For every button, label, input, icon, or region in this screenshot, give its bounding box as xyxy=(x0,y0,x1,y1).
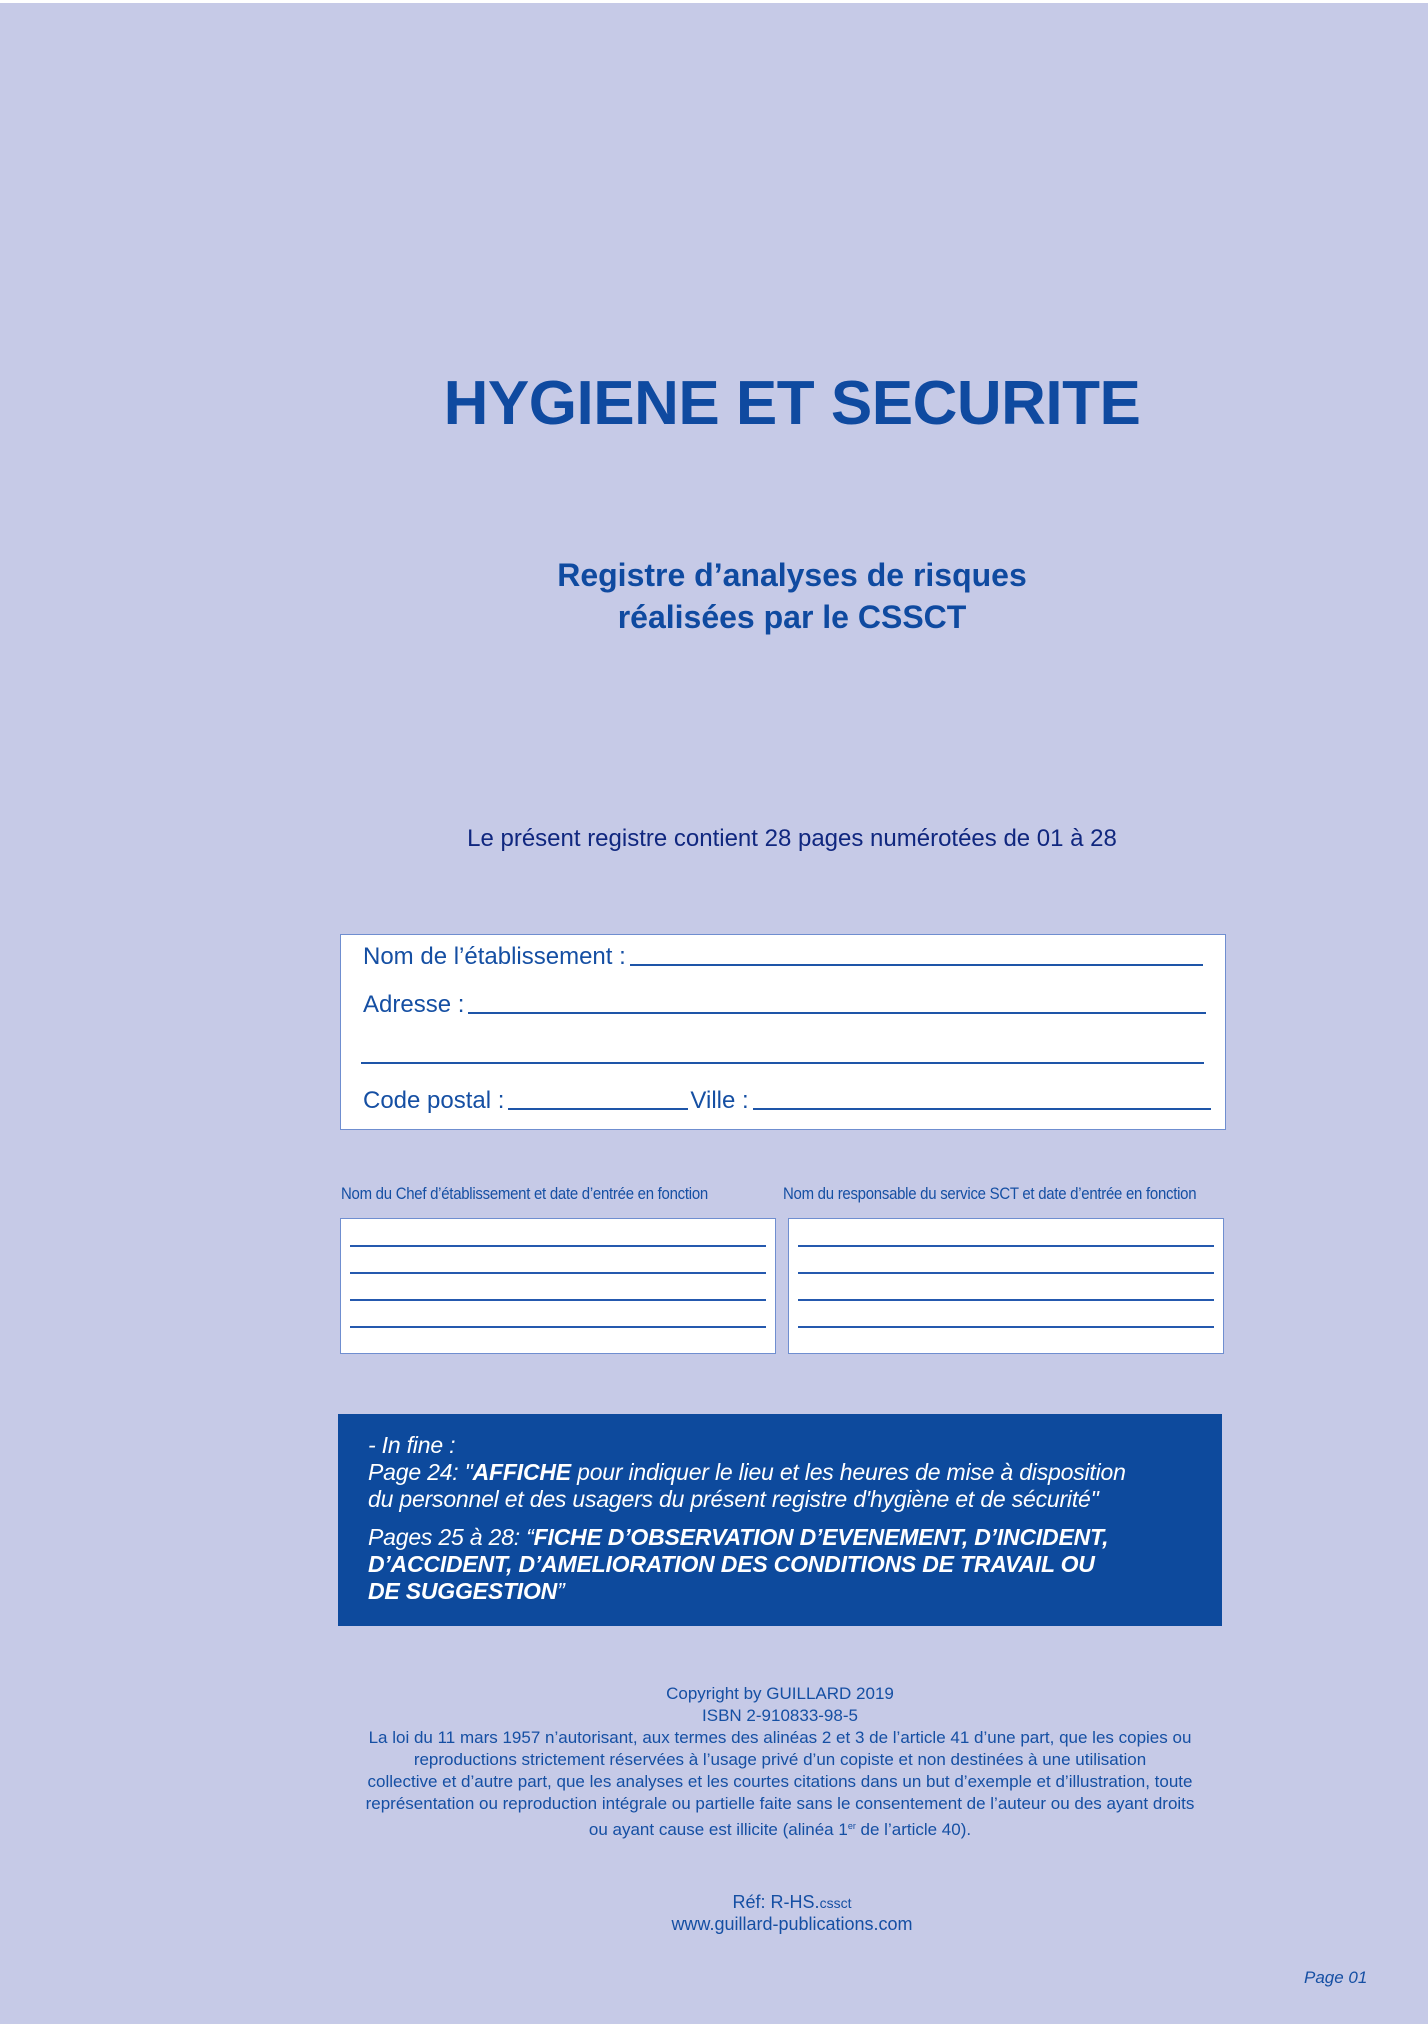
page-subtitle xyxy=(0,554,1428,638)
copyright-block xyxy=(330,1683,1230,1841)
sct-entry-box[interactable] xyxy=(788,1218,1224,1354)
law-line: reproductions strictement réservées à l’usage privé d’un copiste et non destinées à une utilisation xyxy=(413,1750,1147,1769)
law-line: collective et d’autre part, que les analyses et les courtes citations dans un but d’exemple et d’illustration, toute xyxy=(367,1772,1193,1791)
address-field-line-2[interactable] xyxy=(361,1062,1204,1064)
sct-entry-line[interactable] xyxy=(798,1326,1214,1328)
postal-code-label: Code postal : xyxy=(363,1087,505,1114)
address-row xyxy=(363,991,1206,1019)
document-page xyxy=(0,3,1428,2024)
chief-entry-line[interactable] xyxy=(350,1326,766,1328)
law-line: représentation ou reproduction intégrale ou partielle faite sans le consentement de l’auteur ou des ayant droits xyxy=(365,1794,1195,1813)
establishment-form xyxy=(340,934,1226,1130)
law-line: ou ayant cause est illicite (alinéa 1er de l’article 40). xyxy=(588,1820,972,1839)
sct-entry-line[interactable] xyxy=(798,1272,1214,1274)
chief-entry-box[interactable] xyxy=(340,1218,776,1354)
notice-page24-line1: Page 24: "AFFICHE pour indiquer le lieu et les heures de mise à disposition xyxy=(368,1459,1126,1485)
notice-affiche-bold: AFFICHE xyxy=(472,1459,571,1485)
notice-intro: - In fine : xyxy=(368,1432,456,1458)
sct-label: Nom du responsable du service SCT et date d’entrée en fonction xyxy=(783,1184,1197,1203)
page-number: Page 01 xyxy=(1304,1968,1368,1987)
subtitle-line-2: réalisées par le CSSCT xyxy=(617,599,967,635)
establishment-name-label: Nom de l’établissement : xyxy=(363,943,626,970)
postal-city-row xyxy=(363,1087,1211,1115)
sct-entry-line[interactable] xyxy=(798,1245,1214,1247)
city-label: Ville : xyxy=(690,1087,749,1114)
postal-code-field[interactable] xyxy=(508,1108,688,1110)
chief-entry-line[interactable] xyxy=(350,1299,766,1301)
notice-pages25-line3: DE SUGGESTION” xyxy=(368,1578,565,1604)
address-field[interactable] xyxy=(468,1012,1206,1014)
chief-entry-line[interactable] xyxy=(350,1272,766,1274)
address-label: Adresse : xyxy=(363,991,465,1018)
reference-code: Réf: R-HS.cssct xyxy=(732,1892,852,1912)
publisher-website-link[interactable]: www.guillard-publications.com xyxy=(671,1914,913,1934)
establishment-name-row xyxy=(363,943,1203,971)
notice-pages25-line1: Pages 25 à 28: “FICHE D’OBSERVATION D’EVENEMENT, D’INCIDENT, xyxy=(368,1524,1109,1550)
page-title: HYGIENE ET SECURITE xyxy=(443,369,1141,438)
in-fine-notice xyxy=(338,1414,1222,1626)
isbn-line: ISBN 2-910833-98-5 xyxy=(702,1706,858,1725)
subtitle-line-1: Registre d’analyses de risques xyxy=(557,557,1027,593)
notice-page24-line2: du personnel et des usagers du présent registre d'hygiène et de sécurité" xyxy=(368,1486,1099,1512)
law-line: La loi du 11 mars 1957 n’autorisant, aux termes des alinéas 2 et 3 de l’article 41 d’une part, que les copies ou xyxy=(368,1728,1192,1747)
copyright-line: Copyright by GUILLARD 2019 xyxy=(666,1684,894,1703)
chief-label: Nom du Chef d’établissement et date d’entrée en fonction xyxy=(341,1184,708,1203)
city-field[interactable] xyxy=(753,1108,1211,1110)
notice-pages25-line2: D’ACCIDENT, D’AMELIORATION DES CONDITIONS DE TRAVAIL OU xyxy=(368,1551,1095,1577)
chief-entry-line[interactable] xyxy=(350,1245,766,1247)
sct-entry-line[interactable] xyxy=(798,1299,1214,1301)
pages-statement: Le présent registre contient 28 pages numérotées de 01 à 28 xyxy=(467,825,1117,852)
establishment-name-field[interactable] xyxy=(630,964,1203,966)
